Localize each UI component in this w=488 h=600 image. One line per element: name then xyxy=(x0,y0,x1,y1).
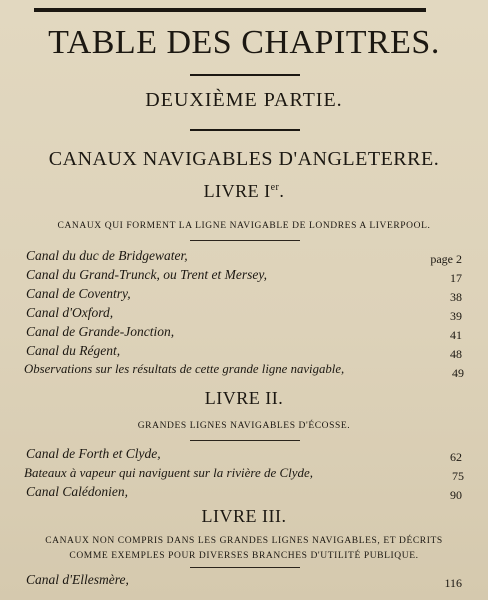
entry-page: 38 xyxy=(450,290,462,304)
book3-divider xyxy=(190,567,300,568)
toc-entry[interactable] xyxy=(26,248,462,268)
entry-page: 116 xyxy=(444,576,462,590)
book2-divider xyxy=(190,440,300,441)
entry-title: Bateaux à vapeur qui naviguent sur la rivière de Clyde, xyxy=(24,465,314,480)
part-divider xyxy=(190,129,300,131)
toc-entry[interactable] xyxy=(26,484,462,504)
entry-page: 17 xyxy=(450,271,462,285)
book3-subtitle-line2: COMME EXEMPLES POUR DIVERSES BRANCHES D'UTILITÉ PUBLIQUE. xyxy=(69,551,419,561)
book2-heading: LIVRE II. xyxy=(204,388,284,408)
book3-subtitle-line1: CANAUX NON COMPRIS DANS LES GRANDES LIGNES NAVIGABLES, ET DÉCRITS xyxy=(45,536,443,546)
entry-page: 48 xyxy=(450,347,462,361)
section-heading: CANAUX NAVIGABLES D'ANGLETERRE. xyxy=(48,148,440,170)
entry-title: Canal Calédonien, xyxy=(26,484,128,499)
top-rule xyxy=(34,8,426,12)
entry-title: Canal de Forth et Clyde, xyxy=(26,446,161,461)
toc-entry[interactable] xyxy=(26,446,462,466)
page-title: TABLE DES CHAPITRES. xyxy=(48,24,440,61)
entry-page: 41 xyxy=(450,328,462,342)
entry-title: Canal d'Oxford, xyxy=(26,305,114,320)
entry-title: Canal du duc de Bridgewater, xyxy=(26,248,188,263)
toc-entry[interactable] xyxy=(24,362,464,382)
book2-subtitle: GRANDES LIGNES NAVIGABLES D'ÉCOSSE. xyxy=(137,421,351,431)
toc-entry[interactable] xyxy=(26,572,462,592)
entry-page: 62 xyxy=(450,450,462,464)
book1-title: LIVRE I xyxy=(203,181,271,201)
entry-title: Canal de Grande-Jonction, xyxy=(26,324,175,339)
toc-entry[interactable] xyxy=(26,343,462,363)
entry-page: page 2 xyxy=(430,252,462,266)
toc-entry[interactable] xyxy=(26,267,462,287)
entry-page: 75 xyxy=(452,469,464,483)
entry-title: Canal d'Ellesmère, xyxy=(26,572,129,587)
entry-page: 49 xyxy=(452,366,464,380)
book3-heading: LIVRE III. xyxy=(201,506,287,526)
toc-entry[interactable] xyxy=(24,465,464,485)
entry-title: Canal du Régent, xyxy=(26,343,121,358)
entry-title: Canal du Grand-Trunck, ou Trent et Mersey, xyxy=(26,267,267,282)
entry-title: Canal de Coventry, xyxy=(26,286,131,301)
book1-title-sup: er xyxy=(270,182,280,193)
book1-heading xyxy=(0,181,488,202)
book1-divider xyxy=(190,240,300,241)
entry-page: 39 xyxy=(450,309,462,323)
entry-title: Observations sur les résultats de cette grande ligne navigable, xyxy=(24,362,345,376)
toc-entry[interactable] xyxy=(26,324,462,344)
title-divider xyxy=(190,74,300,76)
toc-entry[interactable] xyxy=(26,286,462,306)
part-heading: DEUXIÈME PARTIE. xyxy=(145,89,343,111)
book1-subtitle: CANAUX QUI FORMENT LA LIGNE NAVIGABLE DE LONDRES A LIVERPOOL. xyxy=(57,221,431,231)
book1-title-end: . xyxy=(279,181,285,201)
toc-entry[interactable] xyxy=(26,305,462,325)
entry-page: 90 xyxy=(450,488,462,502)
